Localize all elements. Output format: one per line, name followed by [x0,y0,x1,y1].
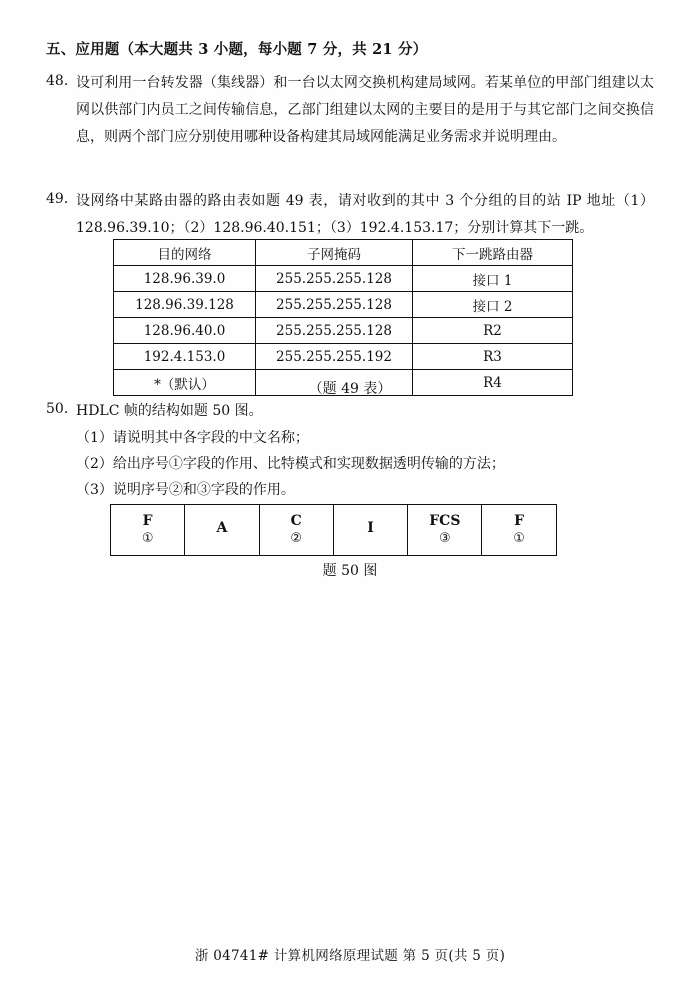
hdlc-field-f-end [482,505,556,556]
hdlc-field-mark: ② [290,531,303,547]
question-49-text: 设网络中某路由器的路由表如题 49 表，请对收到的其中 3 个分组的目的站 IP 地址（1）128.96.39.10；（2）128.96.40.151；（3）192.4.153.17；分别计算其下一跳。 [76,193,654,236]
cell-subnet-mask: 255.255.255.192 [256,344,413,370]
table-row [114,344,573,370]
cell-subnet-mask: 255.255.255.128 [256,318,413,344]
routing-table [113,239,573,396]
hdlc-field-i [333,505,407,556]
hdlc-field-label: FCS [429,512,461,529]
hdlc-field-a [185,505,259,556]
table-header-row [114,240,573,266]
cell-destination-network: 128.96.39.0 [114,266,256,292]
routing-table-container [113,239,573,396]
column-header-destination-network: 目的网络 [114,240,256,266]
routing-table-caption: （题 49 表） [308,381,392,397]
cell-next-hop: 接口 1 [413,266,573,292]
column-header-next-hop-router: 下一跳路由器 [413,240,573,266]
question-48-text: 设可利用一台转发器（集线器）和一台以太网交换机构建局域网。若某单位的甲部门组建以太网以供部门内员工之间传输信息，乙部门组建以太网的主要目的是用于与其它部门之间交换信息，则两个部门应分别使用哪种设备构建其局域网能满足业务需求并说明理由。 [76,75,654,145]
table-row [114,318,573,344]
hdlc-frame-row [111,505,557,556]
section-heading: 五、应用题（本大题共 3 小题，每小题 7 分，共 21 分） [46,41,428,58]
question-50 [46,398,654,503]
question-48 [46,70,654,151]
hdlc-field-label: F [142,512,153,529]
question-49 [46,188,654,242]
hdlc-field-label: I [367,519,374,536]
cell-next-hop: R3 [413,344,573,370]
question-50-sub-item-2: （2）给出序号①字段的作用、比特模式和实现数据透明传输的方法； [76,456,505,472]
hdlc-field-mark: ① [513,531,525,547]
cell-next-hop: R4 [413,370,573,396]
hdlc-field-fcs [408,505,482,556]
question-50-number: 50． [46,401,78,417]
hdlc-field-mark: ③ [439,531,451,547]
page-footer: 浙 04741# 计算机网络原理试题 第 5 页(共 5 页) [194,948,506,964]
question-49-body [76,188,654,242]
column-header-subnet-mask: 子网掩码 [256,240,413,266]
table-row [114,266,573,292]
question-50-sub-item-3: （3）说明序号②和③字段的作用。 [76,482,295,498]
question-50-sub-item-1: （1）请说明其中各字段的中文名称； [76,430,309,446]
cell-destination-network: 192.4.153.0 [114,344,256,370]
table-row [114,292,573,318]
hdlc-field-label: F [514,512,525,529]
cell-destination-network: 128.96.39.128 [114,292,256,318]
cell-destination-network: *（默认） [114,370,256,396]
question-48-body [76,70,654,151]
hdlc-field-label: C [290,512,302,529]
question-49-number: 49． [46,191,78,207]
cell-next-hop: R2 [413,318,573,344]
cell-next-hop: 接口 2 [413,292,573,318]
question-50-text: HDLC 帧的结构如题 50 图。 [76,403,263,419]
cell-destination-network: 128.96.40.0 [114,318,256,344]
hdlc-figure-caption: 题 50 图 [322,563,378,579]
cell-subnet-mask: 255.255.255.128 [256,266,413,292]
question-48-number: 48． [46,73,78,89]
question-50-body [76,398,654,503]
hdlc-frame-table [110,504,557,556]
hdlc-field-label: A [216,519,228,536]
hdlc-field-mark: ① [141,531,154,547]
cell-subnet-mask: 255.255.255.128 [256,292,413,318]
hdlc-field-c [259,505,333,556]
hdlc-frame-diagram [110,504,557,556]
hdlc-field-f-start [111,505,185,556]
